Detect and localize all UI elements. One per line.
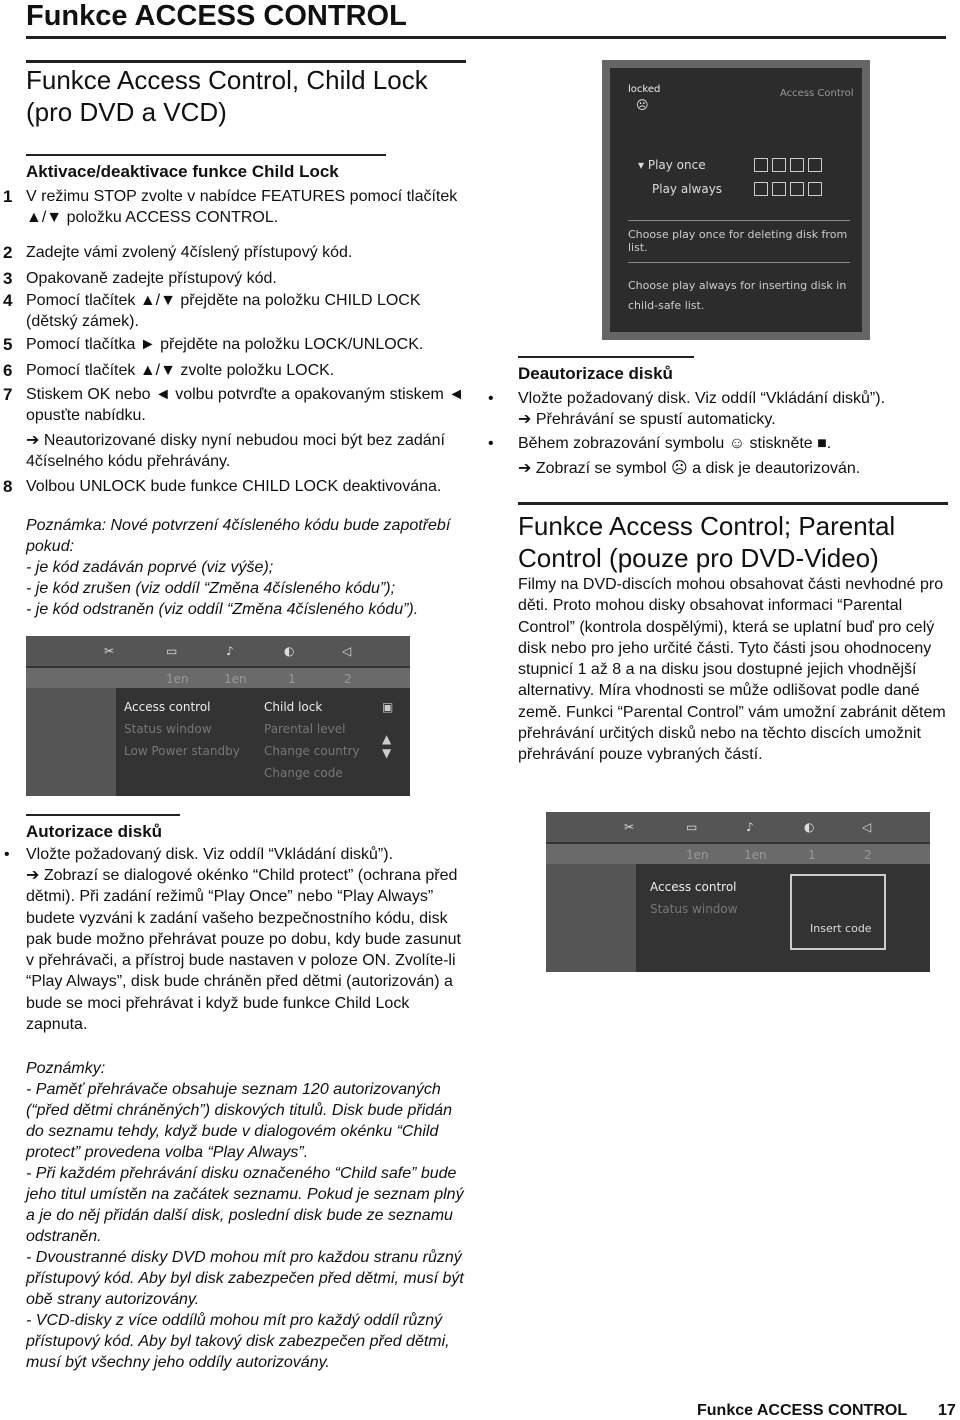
note-2 [26, 1058, 474, 1373]
menu-tabbar [546, 812, 930, 842]
deautor-title: Deautorizace disků [518, 364, 694, 384]
note-2-head: Poznámky: [26, 1060, 106, 1077]
deautor-b2a: ➔ Zobrazí se symbol ☹ a disk je deautorizován. [518, 460, 861, 477]
menu-item-status-window[interactable]: Status window [124, 722, 212, 736]
color-icon: ◐ [284, 644, 295, 658]
tab-value: 2 [344, 672, 352, 686]
step-text: Pomocí tlačítek ▲/▼ přejděte na položku CHILD LOCK (dětský zámek). [26, 292, 421, 331]
submenu-item-child-lock[interactable]: Child lock [264, 700, 323, 714]
note-1-line: Poznámka: Nové potvrzení 4čísleného kódu bude zapotřebí pokud: [26, 517, 451, 555]
menu-screenshot-2 [546, 812, 930, 972]
deautor-bullet [480, 433, 950, 455]
menu-left-panel [546, 864, 636, 972]
title-rule [26, 36, 946, 39]
step-number: 7 [3, 385, 13, 404]
step-text: Pomocí tlačítek ▲/▼ zvolte položku LOCK. [26, 362, 335, 379]
step-text: V režimu STOP zvolte v nabídce FEATURES pomocí tlačítek ▲/▼ položku ACCESS CONTROL. [26, 188, 458, 227]
deautor-b1a: ➔ Přehrávání se spustí automaticky. [518, 411, 776, 428]
menu-left-panel [26, 688, 116, 796]
access-control-label: Access Control [780, 88, 854, 99]
menu-tabrow [26, 668, 410, 688]
steps-list [0, 186, 470, 496]
step-number: 5 [3, 335, 13, 354]
tab-value: 1en [224, 672, 247, 686]
step-number: 6 [3, 361, 13, 380]
autor-b1: Vložte požadovaný disk. Viz oddíl “Vkládání disků”). [26, 846, 394, 863]
tools-icon: ✂ [104, 644, 115, 658]
note-1 [26, 515, 466, 620]
menu-item-low-power[interactable]: Low Power standby [124, 744, 240, 758]
note-2-item: - Dvoustranné disky DVD mohou mít pro každou stranu různý přístupový kód. Aby byl disk zabezpečen před dětmi, musí být obě strany autorizovány. [26, 1249, 464, 1308]
bullet-dot: • [488, 435, 494, 452]
autor-b1a: ➔ Zobrazí se dialogové okénko “Child protect” (ochrana před dětmi). Při zadání režimů “Play Once” nebo “Play Always” budete vyzváni k zadání vašeho bezpečnostního kódu, disk pak bude možno přehrávat pouze po dobu, kdy bude zasunut v přehrávači, a přístroj bude nastaven v poloze ON. Zvolíte-li “Play Always”, disk bude chráněn před dětmi (autorizován) a bude se moci přehrávat i když bude funkce Child Lock zapnuta. [26, 867, 461, 1034]
menu-item-access-control[interactable]: Access control [124, 700, 211, 714]
note-1-line: - je kód odstraněn (viz oddíl “Změna 4čísleného kódu”). [26, 601, 419, 618]
speaker-icon: ◁ [862, 820, 872, 834]
bullet-dot: • [488, 390, 494, 407]
submenu-item-parental-level[interactable]: Parental level [264, 722, 346, 736]
sad-face-icon: ☹ [636, 98, 649, 112]
lock-icon: ▣ [382, 700, 394, 714]
tab-value: 1en [686, 848, 709, 862]
menu-item-access-control[interactable]: Access control [650, 880, 737, 894]
tab-value: 2 [864, 848, 872, 862]
speaker-icon: ◁ [342, 644, 352, 658]
hint-play-always: Choose play always for inserting disk in child-safe list. [628, 279, 847, 312]
step-number: 4 [3, 291, 13, 310]
section2-body: Filmy na DVD-discích mohou obsahovat části nevhodné pro děti. Proto mohou disky obsahovat informaci “Parental Control” (kontrola dospělými), která se uplatní buď pro celý disk nebo pro jeho určité části. Tyto části jsou ohodnoceny stupnicí 1 až 8 a na disku jsou dostupné jejich vhodnější alternativy. Míra vhodnosti se může odlišovat podle dané země. Funkci “Parental Control” vám umožní zabránit dětem přehrávání určitých disků nebo na těchto discích umožnit přehrávání pouze vybraných částí. [518, 576, 946, 764]
screen-icon: ▭ [166, 644, 178, 658]
audio-icon: ♪ [746, 820, 754, 834]
play-once-label: Play once [647, 158, 706, 172]
color-icon: ◐ [804, 820, 815, 834]
tab-value: 1en [166, 672, 189, 686]
menu-tabbar [26, 636, 410, 666]
insert-code-label: Insert code [810, 922, 872, 935]
step-text: Opakovaně zadejte přístupový kód. [26, 270, 277, 287]
step-text: ➔ Neautorizované disky nyní nebudou moci být bez zadání 4číselného kódu přehrávány. [26, 432, 445, 471]
hint-divider [628, 220, 850, 221]
step-number: 3 [3, 269, 13, 288]
tools-icon: ✂ [624, 820, 635, 834]
step-number: 2 [3, 243, 13, 262]
audio-icon: ♪ [226, 644, 234, 658]
section1-rule [26, 60, 466, 63]
screen-icon: ▭ [686, 820, 698, 834]
note-1-line: - je kód zadáván poprvé (viz výše); [26, 559, 274, 576]
submenu-list [264, 696, 374, 784]
deautor-b1: Vložte požadovaný disk. Viz oddíl “Vkládání disků”). [518, 390, 886, 407]
step-number: 1 [3, 187, 13, 206]
note-2-item: - Paměť přehrávače obsahuje seznam 120 autorizovaných (“před dětmi chráněných”) diskových titulů. Disk bude přidán do seznamu tehdy, když bude v dialogovém okénku “Child protect” provedena volba “Play Always”. [26, 1081, 452, 1161]
deautor-bullet [480, 388, 950, 410]
code-boxes-1 [754, 158, 826, 177]
tab-value: 1 [288, 672, 296, 686]
step-text: Zadejte vámi zvolený 4číslený přístupový kód. [26, 244, 353, 261]
step-number: 8 [3, 477, 13, 496]
section2-rule [518, 502, 948, 505]
menu-screenshot-1 [26, 636, 410, 796]
submenu-item-change-code[interactable]: Change code [264, 766, 343, 780]
code-boxes-2 [754, 182, 826, 201]
hint-divider [628, 262, 850, 263]
menu-list [124, 696, 264, 762]
up-down-arrows-icon: ▲ ▼ [382, 732, 392, 760]
note-1-line: - je kód zrušen (viz oddíl “Změna 4čísleného kódu”); [26, 580, 396, 597]
section2-title: Funkce Access Control; Parental Control (pouze pro DVD-Video) [518, 511, 896, 573]
step-text: Stiskem OK nebo ◄ volbu potvrďte a opakovaným stiskem ◄ opusťte nabídku. [26, 386, 465, 425]
menu-item-status-window[interactable]: Status window [650, 902, 738, 916]
step-text: Volbou UNLOCK bude funkce CHILD LOCK deaktivována. [26, 478, 442, 495]
section1-subtitle: Aktivace/deaktivace funkce Child Lock [26, 162, 386, 182]
footer-title: Funkce ACCESS CONTROL [697, 1402, 908, 1419]
insert-code-box[interactable] [790, 874, 886, 950]
deautor-b2: Během zobrazování symbolu ☺ stiskněte ■. [518, 435, 832, 452]
deautor-sub [480, 458, 950, 480]
play-always-option[interactable]: Play always [652, 182, 723, 196]
page-title: Funkce ACCESS CONTROL [26, 0, 407, 32]
tab-value: 1en [744, 848, 767, 862]
section1-title: Funkce Access Control, Child Lock (pro DVD a VCD) [26, 65, 428, 127]
play-once-option[interactable]: ▾ Play once [638, 158, 706, 172]
menu-list [650, 876, 800, 920]
autor-title: Autorizace disků [26, 822, 180, 842]
hint-play-once: Choose play once for deleting disk from list. [628, 228, 848, 254]
step-text: Pomocí tlačítka ► přejděte na položku LOCK/UNLOCK. [26, 336, 424, 353]
note-2-item: - VCD-disky z více oddílů mohou mít pro každý oddíl různý přístupový kód. Aby byl takový disk zabezpečen před dětmi, musí být všechny jeho oddíly autorizovány. [26, 1312, 450, 1371]
autor-sub [0, 865, 470, 1034]
menu-tabrow [546, 844, 930, 864]
page-number: 17 [938, 1402, 956, 1419]
note-2-item: - Při každém přehrávání disku označeného “Child safe” bude jeho titul umístěn na začátek seznamu. Pokud je seznam plný a je do něj přidán další disk, poslední disk bude ze seznamu odstraněn. [26, 1165, 464, 1245]
tab-value: 1 [808, 848, 816, 862]
submenu-item-change-country[interactable]: Change country [264, 744, 360, 758]
autor-bullet [0, 844, 470, 866]
locked-label: locked [628, 84, 661, 95]
bullet-dot: • [4, 846, 10, 863]
child-protect-screenshot [602, 60, 870, 340]
deautor-sub [480, 409, 950, 431]
